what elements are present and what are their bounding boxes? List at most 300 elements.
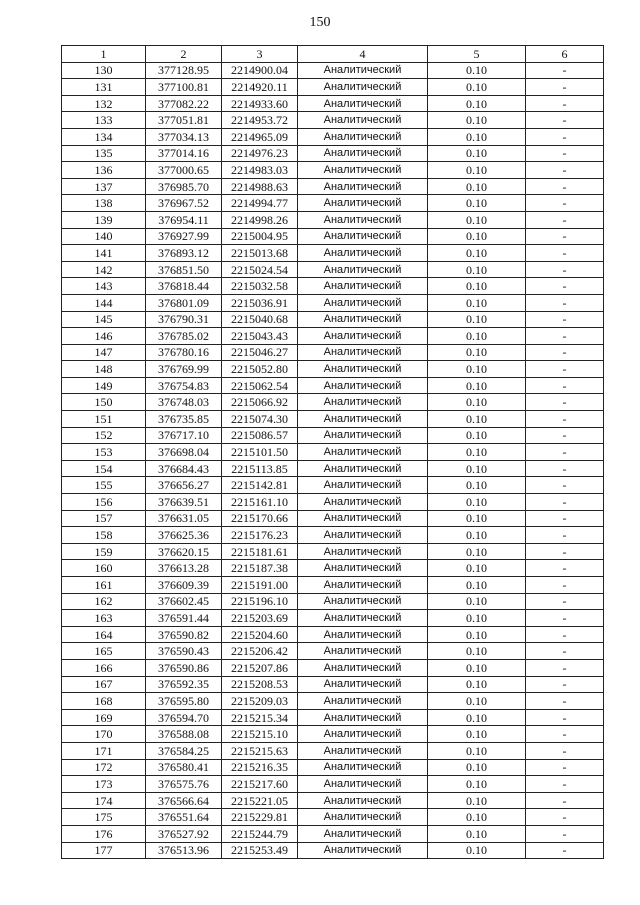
accuracy-cell: 0.10 [428,427,526,444]
accuracy-cell: 0.10 [428,62,526,79]
point-number-cell: 164 [62,626,146,643]
y-coordinate-cell: 2215203.69 [222,610,298,627]
y-coordinate-cell: 2215086.57 [222,427,298,444]
table-row [62,162,604,179]
point-number-cell: 148 [62,361,146,378]
accuracy-cell: 0.10 [428,610,526,627]
accuracy-cell: 0.10 [428,693,526,710]
accuracy-cell: 0.10 [428,776,526,793]
table-row [62,128,604,145]
accuracy-cell: 0.10 [428,444,526,461]
note-cell: - [526,477,604,494]
x-coordinate-cell: 376927.99 [146,228,222,245]
column-header-5: 5 [428,46,526,63]
accuracy-cell: 0.10 [428,543,526,560]
table-row [62,825,604,842]
x-coordinate-cell: 376754.83 [146,377,222,394]
y-coordinate-cell: 2215032.58 [222,278,298,295]
method-cell: Аналитический [298,328,428,345]
y-coordinate-cell: 2215036.91 [222,294,298,311]
x-coordinate-cell: 376639.51 [146,494,222,511]
note-cell: - [526,510,604,527]
method-cell: Аналитический [298,427,428,444]
accuracy-cell: 0.10 [428,842,526,859]
y-coordinate-cell: 2215207.86 [222,659,298,676]
accuracy-cell: 0.10 [428,178,526,195]
accuracy-cell: 0.10 [428,577,526,594]
y-coordinate-cell: 2215074.30 [222,411,298,428]
point-number-cell: 145 [62,311,146,328]
accuracy-cell: 0.10 [428,676,526,693]
note-cell: - [526,659,604,676]
point-number-cell: 173 [62,776,146,793]
table-row [62,776,604,793]
point-number-cell: 141 [62,245,146,262]
accuracy-cell: 0.10 [428,477,526,494]
accuracy-cell: 0.10 [428,95,526,112]
method-cell: Аналитический [298,543,428,560]
x-coordinate-cell: 376656.27 [146,477,222,494]
y-coordinate-cell: 2214983.03 [222,162,298,179]
accuracy-cell: 0.10 [428,128,526,145]
point-number-cell: 144 [62,294,146,311]
point-number-cell: 150 [62,394,146,411]
point-number-cell: 152 [62,427,146,444]
note-cell: - [526,145,604,162]
y-coordinate-cell: 2215217.60 [222,776,298,793]
method-cell: Аналитический [298,510,428,527]
table-row [62,494,604,511]
accuracy-cell: 0.10 [428,510,526,527]
note-cell: - [526,112,604,129]
table-row [62,842,604,859]
x-coordinate-cell: 376631.05 [146,510,222,527]
method-cell: Аналитический [298,842,428,859]
table-row [62,510,604,527]
accuracy-cell: 0.10 [428,344,526,361]
y-coordinate-cell: 2214900.04 [222,62,298,79]
note-cell: - [526,494,604,511]
accuracy-cell: 0.10 [428,742,526,759]
note-cell: - [526,344,604,361]
accuracy-cell: 0.10 [428,377,526,394]
table-row [62,626,604,643]
accuracy-cell: 0.10 [428,394,526,411]
note-cell: - [526,792,604,809]
method-cell: Аналитический [298,593,428,610]
accuracy-cell: 0.10 [428,311,526,328]
accuracy-cell: 0.10 [428,145,526,162]
method-cell: Аналитический [298,610,428,627]
note-cell: - [526,693,604,710]
y-coordinate-cell: 2215215.10 [222,726,298,743]
y-coordinate-cell: 2214920.11 [222,79,298,96]
method-cell: Аналитический [298,809,428,826]
accuracy-cell: 0.10 [428,245,526,262]
point-number-cell: 177 [62,842,146,859]
x-coordinate-cell: 377014.16 [146,145,222,162]
note-cell: - [526,261,604,278]
y-coordinate-cell: 2215181.61 [222,543,298,560]
table-row [62,145,604,162]
table-row [62,394,604,411]
point-number-cell: 155 [62,477,146,494]
accuracy-cell: 0.10 [428,294,526,311]
y-coordinate-cell: 2215040.68 [222,311,298,328]
note-cell: - [526,460,604,477]
table-row [62,411,604,428]
table-body [62,62,604,859]
x-coordinate-cell: 376580.41 [146,759,222,776]
x-coordinate-cell: 377000.65 [146,162,222,179]
note-cell: - [526,79,604,96]
note-cell: - [526,377,604,394]
accuracy-cell: 0.10 [428,643,526,660]
method-cell: Аналитический [298,676,428,693]
method-cell: Аналитический [298,311,428,328]
point-number-cell: 131 [62,79,146,96]
note-cell: - [526,726,604,743]
note-cell: - [526,444,604,461]
note-cell: - [526,178,604,195]
point-number-cell: 134 [62,128,146,145]
x-coordinate-cell: 376592.35 [146,676,222,693]
method-cell: Аналитический [298,643,428,660]
accuracy-cell: 0.10 [428,560,526,577]
table-row [62,527,604,544]
x-coordinate-cell: 376985.70 [146,178,222,195]
note-cell: - [526,842,604,859]
note-cell: - [526,643,604,660]
point-number-cell: 147 [62,344,146,361]
method-cell: Аналитический [298,294,428,311]
x-coordinate-cell: 377100.81 [146,79,222,96]
accuracy-cell: 0.10 [428,709,526,726]
table-row [62,377,604,394]
note-cell: - [526,62,604,79]
table-row [62,294,604,311]
point-number-cell: 143 [62,278,146,295]
note-cell: - [526,825,604,842]
point-number-cell: 139 [62,211,146,228]
method-cell: Аналитический [298,560,428,577]
y-coordinate-cell: 2215191.00 [222,577,298,594]
x-coordinate-cell: 376566.64 [146,792,222,809]
table-row [62,178,604,195]
x-coordinate-cell: 376620.15 [146,543,222,560]
accuracy-cell: 0.10 [428,792,526,809]
accuracy-cell: 0.10 [428,626,526,643]
accuracy-cell: 0.10 [428,278,526,295]
table-row [62,460,604,477]
table-row [62,643,604,660]
table-row [62,261,604,278]
note-cell: - [526,759,604,776]
y-coordinate-cell: 2215209.03 [222,693,298,710]
column-header-1: 1 [62,46,146,63]
note-cell: - [526,776,604,793]
y-coordinate-cell: 2215046.27 [222,344,298,361]
y-coordinate-cell: 2214998.26 [222,211,298,228]
method-cell: Аналитический [298,145,428,162]
point-number-cell: 138 [62,195,146,212]
method-cell: Аналитический [298,759,428,776]
point-number-cell: 136 [62,162,146,179]
accuracy-cell: 0.10 [428,261,526,278]
accuracy-cell: 0.10 [428,726,526,743]
y-coordinate-cell: 2215066.92 [222,394,298,411]
table-row [62,195,604,212]
point-number-cell: 165 [62,643,146,660]
table-row [62,759,604,776]
point-number-cell: 163 [62,610,146,627]
x-coordinate-cell: 376590.82 [146,626,222,643]
table-row [62,245,604,262]
method-cell: Аналитический [298,228,428,245]
x-coordinate-cell: 376954.11 [146,211,222,228]
x-coordinate-cell: 376967.52 [146,195,222,212]
method-cell: Аналитический [298,444,428,461]
point-number-cell: 146 [62,328,146,345]
note-cell: - [526,211,604,228]
x-coordinate-cell: 376527.92 [146,825,222,842]
accuracy-cell: 0.10 [428,361,526,378]
table-row [62,427,604,444]
table-row [62,543,604,560]
method-cell: Аналитический [298,527,428,544]
accuracy-cell: 0.10 [428,162,526,179]
point-number-cell: 167 [62,676,146,693]
y-coordinate-cell: 2215204.60 [222,626,298,643]
note-cell: - [526,626,604,643]
method-cell: Аналитический [298,178,428,195]
table-row [62,693,604,710]
y-coordinate-cell: 2215216.35 [222,759,298,776]
x-coordinate-cell: 376785.02 [146,328,222,345]
y-coordinate-cell: 2215113.85 [222,460,298,477]
note-cell: - [526,427,604,444]
y-coordinate-cell: 2214933.60 [222,95,298,112]
method-cell: Аналитический [298,460,428,477]
note-cell: - [526,294,604,311]
point-number-cell: 142 [62,261,146,278]
accuracy-cell: 0.10 [428,809,526,826]
x-coordinate-cell: 376780.16 [146,344,222,361]
note-cell: - [526,411,604,428]
y-coordinate-cell: 2215043.43 [222,328,298,345]
x-coordinate-cell: 376595.80 [146,693,222,710]
x-coordinate-cell: 376591.44 [146,610,222,627]
method-cell: Аналитический [298,95,428,112]
y-coordinate-cell: 2215215.34 [222,709,298,726]
y-coordinate-cell: 2215196.10 [222,593,298,610]
x-coordinate-cell: 376551.64 [146,809,222,826]
y-coordinate-cell: 2215013.68 [222,245,298,262]
table-row [62,809,604,826]
column-header-6: 6 [526,46,604,63]
x-coordinate-cell: 376613.28 [146,560,222,577]
table-row [62,95,604,112]
y-coordinate-cell: 2215004.95 [222,228,298,245]
note-cell: - [526,394,604,411]
method-cell: Аналитический [298,411,428,428]
accuracy-cell: 0.10 [428,195,526,212]
point-number-cell: 130 [62,62,146,79]
x-coordinate-cell: 376748.03 [146,394,222,411]
x-coordinate-cell: 376590.86 [146,659,222,676]
x-coordinate-cell: 376769.99 [146,361,222,378]
method-cell: Аналитический [298,162,428,179]
y-coordinate-cell: 2215170.66 [222,510,298,527]
point-number-cell: 135 [62,145,146,162]
x-coordinate-cell: 376588.08 [146,726,222,743]
table-row [62,560,604,577]
accuracy-cell: 0.10 [428,328,526,345]
y-coordinate-cell: 2215052.80 [222,361,298,378]
x-coordinate-cell: 376893.12 [146,245,222,262]
accuracy-cell: 0.10 [428,79,526,96]
table-row [62,593,604,610]
note-cell: - [526,543,604,560]
note-cell: - [526,128,604,145]
method-cell: Аналитический [298,626,428,643]
point-number-cell: 133 [62,112,146,129]
x-coordinate-cell: 376575.76 [146,776,222,793]
accuracy-cell: 0.10 [428,411,526,428]
x-coordinate-cell: 376684.43 [146,460,222,477]
y-coordinate-cell: 2214953.72 [222,112,298,129]
x-coordinate-cell: 377128.95 [146,62,222,79]
x-coordinate-cell: 376790.31 [146,311,222,328]
table-row [62,709,604,726]
table-row [62,79,604,96]
y-coordinate-cell: 2215142.81 [222,477,298,494]
method-cell: Аналитический [298,62,428,79]
table-row [62,444,604,461]
y-coordinate-cell: 2214988.63 [222,178,298,195]
method-cell: Аналитический [298,278,428,295]
y-coordinate-cell: 2215024.54 [222,261,298,278]
x-coordinate-cell: 376735.85 [146,411,222,428]
method-cell: Аналитический [298,394,428,411]
table-row [62,228,604,245]
point-number-cell: 151 [62,411,146,428]
column-header-2: 2 [146,46,222,63]
x-coordinate-cell: 376594.70 [146,709,222,726]
point-number-cell: 174 [62,792,146,809]
point-number-cell: 160 [62,560,146,577]
point-number-cell: 168 [62,693,146,710]
table-row [62,311,604,328]
method-cell: Аналитический [298,825,428,842]
point-number-cell: 170 [62,726,146,743]
table-row [62,659,604,676]
point-number-cell: 157 [62,510,146,527]
method-cell: Аналитический [298,344,428,361]
y-coordinate-cell: 2215208.53 [222,676,298,693]
y-coordinate-cell: 2215187.38 [222,560,298,577]
coordinates-table [61,45,604,859]
accuracy-cell: 0.10 [428,211,526,228]
accuracy-cell: 0.10 [428,228,526,245]
note-cell: - [526,228,604,245]
accuracy-cell: 0.10 [428,825,526,842]
x-coordinate-cell: 376851.50 [146,261,222,278]
point-number-cell: 171 [62,742,146,759]
accuracy-cell: 0.10 [428,494,526,511]
note-cell: - [526,610,604,627]
method-cell: Аналитический [298,742,428,759]
method-cell: Аналитический [298,577,428,594]
table-row [62,610,604,627]
point-number-cell: 132 [62,95,146,112]
point-number-cell: 154 [62,460,146,477]
table-row [62,62,604,79]
method-cell: Аналитический [298,659,428,676]
note-cell: - [526,278,604,295]
x-coordinate-cell: 376609.39 [146,577,222,594]
y-coordinate-cell: 2215161.10 [222,494,298,511]
y-coordinate-cell: 2215221.05 [222,792,298,809]
x-coordinate-cell: 377082.22 [146,95,222,112]
table-row [62,577,604,594]
note-cell: - [526,809,604,826]
x-coordinate-cell: 376625.36 [146,527,222,544]
table-row [62,211,604,228]
method-cell: Аналитический [298,261,428,278]
point-number-cell: 175 [62,809,146,826]
point-number-cell: 161 [62,577,146,594]
table-row [62,742,604,759]
point-number-cell: 137 [62,178,146,195]
note-cell: - [526,328,604,345]
note-cell: - [526,593,604,610]
method-cell: Аналитический [298,79,428,96]
y-coordinate-cell: 2215215.63 [222,742,298,759]
y-coordinate-cell: 2215101.50 [222,444,298,461]
x-coordinate-cell: 376513.96 [146,842,222,859]
note-cell: - [526,577,604,594]
table-row [62,477,604,494]
method-cell: Аналитический [298,377,428,394]
table-row [62,676,604,693]
table-row [62,328,604,345]
method-cell: Аналитический [298,128,428,145]
method-cell: Аналитический [298,477,428,494]
method-cell: Аналитический [298,726,428,743]
table-row [62,344,604,361]
method-cell: Аналитический [298,776,428,793]
point-number-cell: 149 [62,377,146,394]
table-row [62,792,604,809]
accuracy-cell: 0.10 [428,112,526,129]
note-cell: - [526,676,604,693]
accuracy-cell: 0.10 [428,593,526,610]
method-cell: Аналитический [298,361,428,378]
point-number-cell: 172 [62,759,146,776]
y-coordinate-cell: 2215229.81 [222,809,298,826]
x-coordinate-cell: 377051.81 [146,112,222,129]
note-cell: - [526,709,604,726]
note-cell: - [526,311,604,328]
y-coordinate-cell: 2215176.23 [222,527,298,544]
x-coordinate-cell: 376801.09 [146,294,222,311]
accuracy-cell: 0.10 [428,527,526,544]
point-number-cell: 162 [62,593,146,610]
point-number-cell: 176 [62,825,146,842]
method-cell: Аналитический [298,245,428,262]
method-cell: Аналитический [298,693,428,710]
